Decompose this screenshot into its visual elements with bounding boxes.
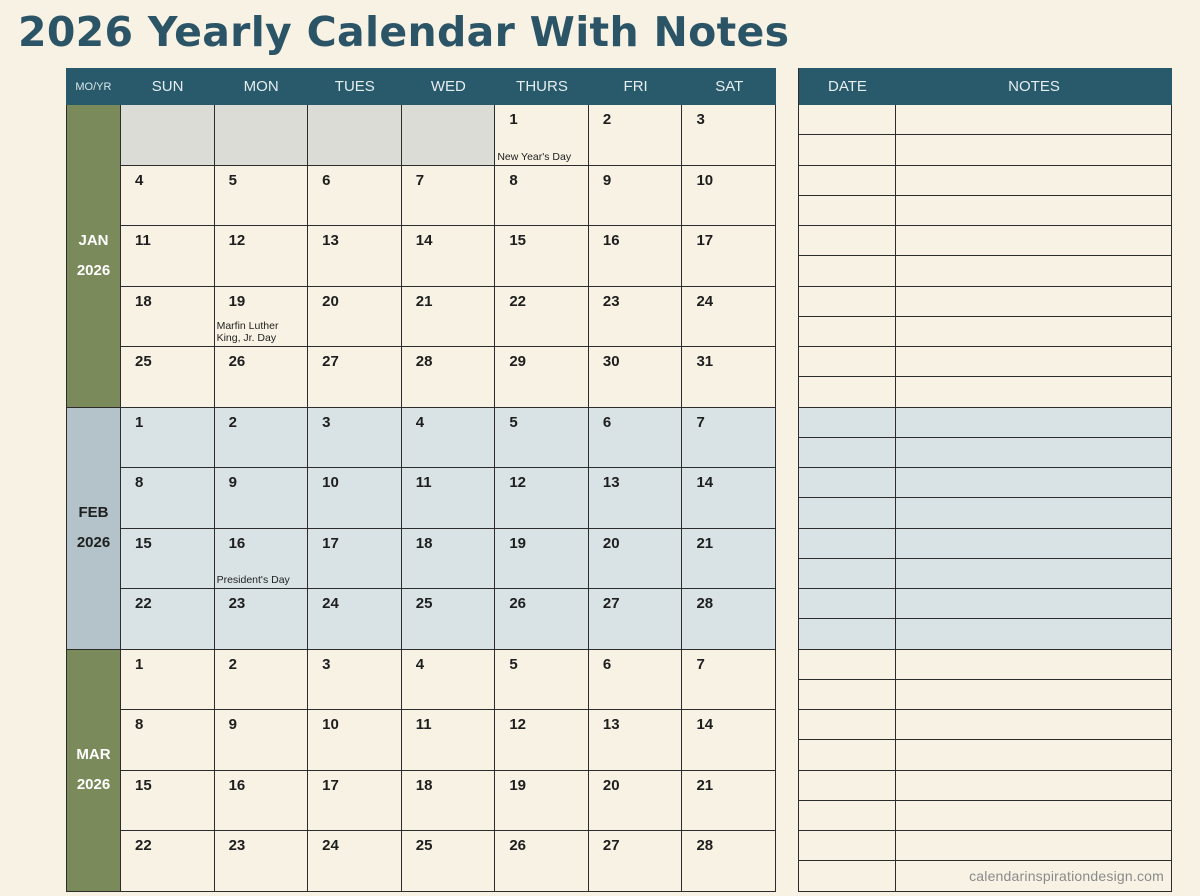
day-number: 19	[228, 292, 246, 310]
day-cell[interactable]	[495, 771, 589, 832]
day-cell[interactable]	[682, 347, 776, 408]
day-cell[interactable]	[402, 771, 496, 832]
day-cell[interactable]	[589, 710, 683, 771]
notes-row	[799, 408, 1172, 438]
day-number: 24	[322, 837, 339, 854]
week-row	[121, 408, 776, 469]
day-number: 14	[415, 232, 433, 249]
day-number: 18	[415, 534, 433, 552]
notes-row	[799, 317, 1172, 347]
page-title: 2026 Yearly Calendar With Notes	[18, 8, 790, 56]
day-number: 23	[228, 595, 246, 612]
day-number: 10	[322, 474, 339, 491]
day-number: 23	[228, 837, 246, 854]
notes-date-cell[interactable]	[799, 105, 896, 134]
day-cell[interactable]	[682, 105, 776, 166]
notes-date-cell[interactable]	[799, 801, 896, 830]
day-number: 3	[696, 111, 705, 128]
empty-day-cell	[308, 105, 402, 166]
day-cell[interactable]	[682, 650, 776, 711]
day-cell[interactable]	[121, 287, 215, 348]
day-number: 24	[696, 292, 714, 310]
notes-text-cell[interactable]	[896, 650, 1172, 679]
day-cell[interactable]	[121, 468, 215, 529]
month-year: 2026	[76, 776, 111, 793]
day-number: 5	[228, 171, 237, 189]
day-number: 15	[135, 776, 152, 794]
notes-text-cell[interactable]	[896, 408, 1172, 437]
day-number: 28	[415, 353, 433, 370]
notes-date-cell[interactable]	[799, 589, 896, 618]
day-number: 12	[228, 232, 246, 249]
week-row	[121, 347, 776, 408]
day-cell[interactable]	[402, 166, 496, 227]
notes-row	[799, 347, 1172, 377]
notes-row	[799, 105, 1172, 135]
day-cell[interactable]	[589, 529, 683, 590]
day-number: 5	[509, 413, 518, 431]
day-cell[interactable]	[402, 710, 496, 771]
week-row	[121, 831, 776, 892]
notes-date-cell[interactable]	[799, 831, 896, 860]
day-cell[interactable]	[308, 710, 402, 771]
notes-text-cell[interactable]	[896, 438, 1172, 467]
notes-row	[799, 771, 1172, 801]
notes-text-cell[interactable]	[896, 619, 1172, 648]
week-row	[121, 166, 776, 227]
month-block-jan	[66, 105, 776, 408]
day-cell[interactable]	[589, 347, 683, 408]
day-number: 16	[228, 534, 246, 552]
day-number: 8	[509, 171, 518, 189]
day-cell[interactable]	[215, 347, 309, 408]
day-number: 24	[322, 595, 339, 612]
notes-date-cell[interactable]	[799, 347, 896, 376]
notes-date-cell[interactable]	[799, 468, 896, 497]
day-number: 25	[415, 837, 433, 854]
notes-text-cell[interactable]	[896, 680, 1172, 709]
day-number: 11	[135, 232, 151, 249]
holiday-label: President's Day	[216, 574, 290, 586]
day-cell[interactable]	[121, 589, 215, 650]
day-number: 21	[696, 534, 714, 552]
day-header-thu: THURS	[516, 78, 568, 95]
day-cell[interactable]	[308, 347, 402, 408]
day-number: 3	[322, 655, 331, 673]
day-cell[interactable]	[495, 831, 589, 892]
day-number: 30	[602, 353, 620, 370]
notes-text-cell[interactable]	[896, 135, 1172, 164]
notes-row	[799, 256, 1172, 286]
day-number: 10	[696, 171, 714, 189]
notes-text-cell[interactable]	[896, 317, 1172, 346]
day-cell[interactable]	[589, 650, 683, 711]
day-header-sat: SAT	[715, 78, 744, 95]
day-header-fri: FRI	[623, 78, 648, 95]
day-number: 9	[602, 171, 612, 189]
notes-text-cell[interactable]	[896, 166, 1172, 195]
notes-date-cell[interactable]	[799, 710, 896, 739]
day-number: 10	[322, 716, 339, 733]
day-cell[interactable]	[495, 287, 589, 348]
day-number: 27	[602, 837, 620, 854]
notes-date-cell[interactable]	[799, 226, 896, 255]
notes-row	[799, 559, 1172, 589]
day-number: 15	[509, 232, 526, 249]
day-cell[interactable]	[589, 771, 683, 832]
notes-text-cell[interactable]	[896, 196, 1172, 225]
day-number: 17	[322, 776, 339, 794]
day-cell[interactable]	[402, 287, 496, 348]
notes-text-cell[interactable]	[896, 226, 1172, 255]
day-cell[interactable]	[495, 710, 589, 771]
day-number: 12	[509, 716, 526, 733]
day-number: 4	[415, 413, 425, 431]
notes-row	[799, 166, 1172, 196]
day-number: 26	[509, 837, 526, 854]
day-number: 1	[135, 655, 144, 673]
day-header-wed: WED	[430, 78, 466, 95]
day-cell[interactable]	[308, 771, 402, 832]
day-cell[interactable]	[215, 287, 309, 348]
day-header-mon: MON	[243, 78, 279, 95]
notes-text-cell[interactable]	[896, 347, 1172, 376]
day-cell[interactable]	[308, 287, 402, 348]
day-cell[interactable]	[589, 589, 683, 650]
holiday-label: New Year's Day	[497, 150, 572, 163]
day-cell[interactable]	[215, 589, 309, 650]
day-cell[interactable]	[495, 226, 589, 287]
day-cell[interactable]	[589, 226, 683, 287]
day-cell[interactable]	[215, 529, 309, 590]
day-number: 6	[602, 655, 612, 673]
notes-text-cell[interactable]	[896, 740, 1172, 769]
day-cell[interactable]	[402, 831, 496, 892]
day-header-tue: TUES	[334, 78, 375, 95]
day-number: 8	[135, 474, 144, 491]
notes-panel	[798, 68, 1172, 892]
day-number: 12	[509, 474, 526, 491]
day-number: 18	[415, 776, 433, 794]
day-cell[interactable]	[308, 468, 402, 529]
day-number: 27	[322, 353, 339, 370]
notes-text-cell[interactable]	[896, 256, 1172, 285]
notes-notes-header: NOTES	[1008, 78, 1060, 95]
day-cell[interactable]	[308, 831, 402, 892]
day-cell[interactable]	[682, 710, 776, 771]
day-number: 9	[228, 716, 237, 733]
day-cell[interactable]	[589, 166, 683, 227]
notes-row	[799, 831, 1172, 861]
notes-date-cell[interactable]	[799, 650, 896, 679]
day-cell[interactable]	[308, 650, 402, 711]
notes-date-cell[interactable]	[799, 619, 896, 648]
notes-text-cell[interactable]	[896, 377, 1172, 406]
day-cell[interactable]	[682, 166, 776, 227]
day-cell[interactable]	[215, 468, 309, 529]
day-number: 17	[322, 534, 339, 552]
day-cell[interactable]	[308, 589, 402, 650]
month-block-mar	[66, 650, 776, 892]
day-cell[interactable]	[215, 166, 309, 227]
notes-row	[799, 740, 1172, 770]
day-number: 21	[415, 292, 433, 310]
calendar-grid	[66, 68, 776, 892]
notes-date-cell[interactable]	[799, 287, 896, 316]
day-cell[interactable]	[402, 529, 496, 590]
week-row	[121, 468, 776, 529]
day-number: 27	[602, 595, 620, 612]
notes-text-cell[interactable]	[896, 710, 1172, 739]
day-number: 5	[509, 655, 518, 673]
day-number: 6	[602, 413, 612, 431]
day-number: 28	[696, 595, 714, 612]
day-number: 28	[696, 837, 714, 854]
day-cell[interactable]	[402, 226, 496, 287]
day-cell[interactable]	[308, 166, 402, 227]
day-number: 29	[509, 353, 526, 370]
notes-row	[799, 498, 1172, 528]
day-cell[interactable]	[308, 529, 402, 590]
day-cell[interactable]	[495, 105, 589, 166]
week-row	[121, 105, 776, 166]
day-cell[interactable]	[215, 831, 309, 892]
notes-row	[799, 468, 1172, 498]
notes-row	[799, 287, 1172, 317]
day-number: 18	[135, 292, 152, 310]
day-number: 20	[322, 292, 339, 310]
day-cell[interactable]	[589, 831, 683, 892]
day-number: 6	[322, 171, 331, 189]
day-number: 14	[696, 474, 714, 491]
day-number: 13	[602, 716, 620, 733]
week-row	[121, 589, 776, 650]
week-row	[121, 650, 776, 711]
day-cell[interactable]	[495, 347, 589, 408]
day-cell[interactable]	[682, 468, 776, 529]
empty-day-cell	[402, 105, 496, 166]
day-cell[interactable]	[215, 226, 309, 287]
day-number: 11	[415, 716, 432, 733]
day-cell[interactable]	[402, 408, 496, 469]
month-label	[67, 650, 121, 892]
day-number: 7	[696, 655, 705, 673]
notes-row	[799, 529, 1172, 559]
day-number: 26	[228, 353, 246, 370]
notes-text-cell[interactable]	[896, 498, 1172, 527]
notes-date-cell[interactable]	[799, 771, 896, 800]
day-number: 31	[696, 353, 714, 370]
notes-row	[799, 710, 1172, 740]
notes-text-cell[interactable]	[896, 801, 1172, 830]
holiday-label: Marfin Luther King, Jr. Day	[216, 320, 279, 344]
day-cell[interactable]	[495, 589, 589, 650]
day-cell[interactable]	[682, 771, 776, 832]
day-number: 7	[696, 413, 705, 431]
notes-date-cell[interactable]	[799, 166, 896, 195]
day-cell[interactable]	[402, 589, 496, 650]
notes-text-cell[interactable]	[896, 468, 1172, 497]
day-cell[interactable]	[121, 166, 215, 227]
day-number: 2	[228, 413, 237, 431]
day-number: 25	[415, 595, 433, 612]
notes-row	[799, 801, 1172, 831]
notes-text-cell[interactable]	[896, 287, 1172, 316]
calendar-header	[66, 68, 776, 105]
notes-text-cell[interactable]	[896, 105, 1172, 134]
day-cell[interactable]	[589, 468, 683, 529]
day-cell[interactable]	[589, 105, 683, 166]
notes-row	[799, 619, 1172, 649]
day-cell[interactable]	[495, 529, 589, 590]
notes-date-cell[interactable]	[799, 135, 896, 164]
day-number: 26	[509, 595, 526, 612]
day-number: 11	[415, 474, 432, 491]
week-row	[121, 710, 776, 771]
day-number: 22	[509, 292, 526, 310]
day-cell[interactable]	[589, 287, 683, 348]
day-number: 15	[135, 534, 152, 552]
day-number: 2	[602, 111, 612, 128]
day-number: 4	[415, 655, 425, 673]
notes-date-cell[interactable]	[799, 680, 896, 709]
day-number: 22	[135, 837, 152, 854]
week-row	[121, 287, 776, 348]
day-number: 9	[228, 474, 237, 491]
notes-date-cell[interactable]	[799, 498, 896, 527]
day-cell[interactable]	[402, 347, 496, 408]
notes-date-cell[interactable]	[799, 408, 896, 437]
notes-date-cell[interactable]	[799, 740, 896, 769]
day-number: 13	[322, 232, 339, 249]
day-cell[interactable]	[495, 468, 589, 529]
day-cell[interactable]	[308, 408, 402, 469]
month-year: 2026	[76, 534, 111, 551]
day-header-sun: SUN	[151, 78, 184, 95]
month-name: JAN	[78, 231, 109, 249]
month-year: 2026	[76, 261, 111, 279]
day-number: 19	[509, 534, 526, 552]
notes-date-cell[interactable]	[799, 317, 896, 346]
day-cell[interactable]	[682, 287, 776, 348]
day-cell[interactable]	[121, 650, 215, 711]
day-cell[interactable]	[121, 226, 215, 287]
day-cell[interactable]	[121, 831, 215, 892]
month-name: FEB	[78, 504, 109, 521]
moyr-header: MO/YR	[75, 80, 112, 93]
notes-row	[799, 650, 1172, 680]
month-block-feb	[66, 408, 776, 650]
day-number: 3	[322, 413, 331, 431]
week-row	[121, 226, 776, 287]
notes-row	[799, 196, 1172, 226]
notes-header	[799, 68, 1172, 105]
day-cell[interactable]	[495, 408, 589, 469]
day-number: 8	[135, 716, 144, 733]
day-number: 25	[135, 353, 152, 370]
day-cell[interactable]	[121, 408, 215, 469]
day-number: 19	[509, 776, 526, 794]
day-number: 2	[228, 655, 237, 673]
notes-text-cell[interactable]	[896, 529, 1172, 558]
day-cell[interactable]	[215, 710, 309, 771]
day-cell[interactable]	[121, 771, 215, 832]
notes-row	[799, 135, 1172, 165]
notes-row	[799, 680, 1172, 710]
notes-date-cell[interactable]	[799, 256, 896, 285]
day-cell[interactable]	[402, 468, 496, 529]
notes-text-cell[interactable]	[896, 831, 1172, 860]
day-number: 4	[135, 171, 144, 189]
notes-text-cell[interactable]	[896, 559, 1172, 588]
day-cell[interactable]	[682, 589, 776, 650]
month-label	[67, 408, 121, 650]
empty-day-cell	[121, 105, 215, 166]
day-cell[interactable]	[215, 771, 309, 832]
day-cell[interactable]	[121, 347, 215, 408]
day-cell[interactable]	[215, 408, 309, 469]
day-number: 16	[228, 776, 246, 794]
day-cell[interactable]	[121, 529, 215, 590]
day-number: 17	[696, 232, 714, 249]
notes-row	[799, 377, 1172, 407]
notes-row	[799, 438, 1172, 468]
day-number: 13	[602, 474, 620, 491]
day-number: 20	[602, 776, 620, 794]
day-cell[interactable]	[308, 226, 402, 287]
notes-date-cell[interactable]	[799, 438, 896, 467]
day-number: 7	[415, 171, 425, 189]
notes-date-header: DATE	[828, 78, 867, 95]
day-number: 21	[696, 776, 714, 794]
week-row	[121, 771, 776, 832]
day-number: 23	[602, 292, 620, 310]
week-row	[121, 529, 776, 590]
day-cell[interactable]	[495, 166, 589, 227]
month-label	[67, 105, 121, 408]
day-cell[interactable]	[402, 650, 496, 711]
notes-date-cell[interactable]	[799, 559, 896, 588]
notes-text-cell[interactable]	[896, 771, 1172, 800]
empty-day-cell	[215, 105, 309, 166]
notes-row	[799, 226, 1172, 256]
day-cell[interactable]	[495, 650, 589, 711]
notes-row	[799, 589, 1172, 619]
day-cell[interactable]	[682, 529, 776, 590]
day-number: 22	[135, 595, 152, 612]
notes-date-cell[interactable]	[799, 861, 896, 890]
day-number: 1	[509, 111, 518, 128]
day-cell[interactable]	[121, 710, 215, 771]
watermark: calendarinspirationdesign.com	[969, 868, 1164, 884]
notes-date-cell[interactable]	[799, 529, 896, 558]
day-number: 14	[696, 716, 714, 733]
day-cell[interactable]	[215, 650, 309, 711]
day-number: 16	[602, 232, 620, 249]
month-name: MAR	[76, 746, 111, 763]
day-cell[interactable]	[589, 408, 683, 469]
day-number: 20	[602, 534, 620, 552]
day-cell[interactable]	[682, 408, 776, 469]
day-number: 1	[135, 413, 144, 431]
day-cell[interactable]	[682, 831, 776, 892]
notes-date-cell[interactable]	[799, 377, 896, 406]
notes-date-cell[interactable]	[799, 196, 896, 225]
day-cell[interactable]	[682, 226, 776, 287]
notes-text-cell[interactable]	[896, 589, 1172, 618]
